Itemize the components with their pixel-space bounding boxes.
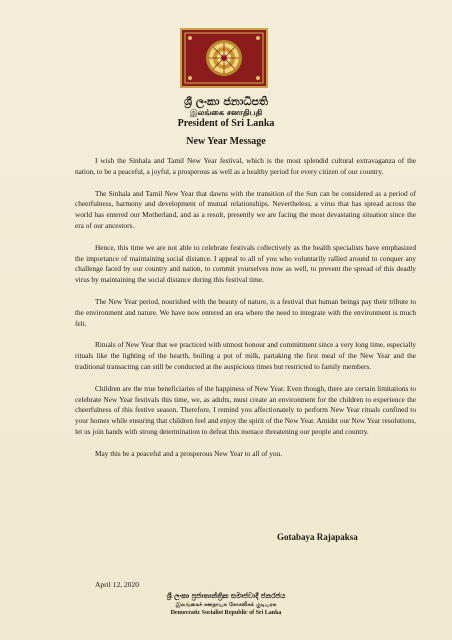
message-body [75,156,416,471]
paragraph: Rituals of New Year that we practiced with utmost honour and commitment since a very long time, especially rituals like the lighting of the hearth, boiling a pot of milk, partaking the first meal of the New Year and the traditional transacting can still be conducted at the auspicious times but restricted to family members. [75,340,416,371]
header-tamil: இலங்கை சனாதிபதி [189,108,263,117]
paragraph: May this be a peaceful and a prosperous New Year to all of you. [95,448,283,458]
footer-tamil: இலங்கைச் சனநாயக சோசலிசக் குடியரசு [175,602,277,608]
paragraph: I wish the Sinhala and Tamil New Year festival, which is the most splendid cultural extravaganza of the nation, to be a peaceful, a joyful, a prosperous as well as a healthy period for every citizen of our country. [75,156,416,176]
signature-name: Gotabaya Rajapaksa [277,532,358,542]
letter-date: April 12, 2020 [95,580,139,589]
paragraph: Hence, this time we are not able to celebrate festivals collectively as the health specialists have emphasized the importance of maintaining social distance. I appeal to all of you who voluntarily rallied around to conquer any challenge faced by our country and nation, to commit yourselves now as well, to prevent the spread of this deadly virus by maintaining the social distance during this festival time. [75,242,416,285]
paragraph: The Sinhala and Tamil New Year that dawns with the transition of the Sun can be considered as a period of cheerfulness, harmony and development of mutual relationships. Nevertheless, a virus that has spread across the world has entered our Motherland, and as a result, presently we are facing the most devastating situation since the era of our ancestors. [75,188,416,230]
footer-sinhala: ශ්‍රී ලංකා ප්‍රජාතාන්ත්‍රික සමාජවාදී ජනරජය [166,592,286,600]
header-english: President of Sri Lanka [177,118,275,129]
paragraph: The New Year period, nourished with the beauty of nature, is a festival that human beings pay their tribute to the environment and nature. We have now entered an era where the need to integrate with the environment is much felt. [75,296,416,328]
header-sinhala: ශ්‍රී ලංකා ජනාධිපති [184,95,268,108]
paragraph: Children are the true beneficiaries of the happiness of New Year. Even though, there are certain limitations to celebrate New Year festivals this time, we, as adults, must create an environment for the children to experience the cheerfulness of this festive season. Therefore, I remind you affectionately to perform New Year rituals confined to your homes while ensuring that children feel and enjoy the spirit of the New Year. Amidst our New Year resolutions, let us join hands with strong determination to defeat this menace threatening our people and country. [75,383,416,436]
footer-english: Democratic Socialist Republic of Sri Lanka [170,610,282,616]
document-title: New Year Message [186,136,266,147]
presidential-emblem-icon [180,28,268,88]
